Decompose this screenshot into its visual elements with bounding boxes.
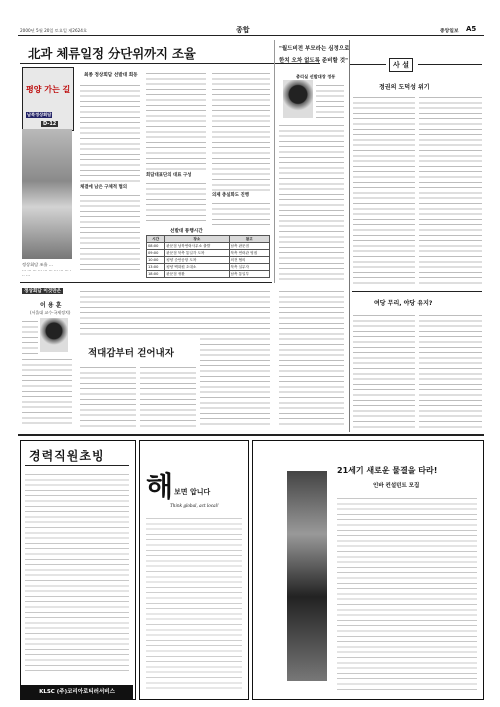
recruit-company: KLSC (주)코리아로티러서비스 xyxy=(21,685,133,699)
editorial-body-2b xyxy=(419,312,482,430)
right-ad-body xyxy=(337,495,477,693)
editorial-body-2a xyxy=(353,312,415,430)
header-date: 2000년 5월 20일 토요일 제2624호 xyxy=(20,28,87,33)
right-ad-image xyxy=(287,471,327,681)
header-rule xyxy=(18,35,484,36)
editorial-body-1a xyxy=(353,94,415,286)
right-ad-title: 21세기 새로운 물결을 타라! xyxy=(337,466,438,475)
table-cell: 13:00 xyxy=(147,264,165,271)
editorial-title-2: 여당 무리, 야당 유지? xyxy=(374,300,433,307)
lead-body-col3b xyxy=(212,200,270,225)
table-cell: 08:00 xyxy=(147,243,165,250)
column-portrait xyxy=(40,318,68,352)
lead-table xyxy=(146,235,270,278)
mid-body-a xyxy=(80,364,136,428)
middle-ad-slogan: 보면 압니다 xyxy=(174,488,211,496)
table-cell: 남측 판문점 xyxy=(229,243,270,250)
quote-headline-1: "월드비전 부모라는 심정으로 xyxy=(279,46,350,52)
lead-bottom-rule xyxy=(20,282,272,283)
editorial-label: 사 설 xyxy=(389,58,413,72)
table-cell: 북측 연락관 영접 xyxy=(229,250,270,257)
mid-headline: 적대감부터 걷어내자 xyxy=(88,348,174,359)
middle-ad-tag: Think global, act local! xyxy=(170,503,219,508)
lead-photo xyxy=(22,129,72,259)
right-ad-sub: 인바 컨설턴트 모집 xyxy=(373,483,420,489)
table-row xyxy=(147,271,270,278)
lead-headline-rule xyxy=(20,63,320,64)
lead-body-col3 xyxy=(212,70,270,192)
lead-body-col1 xyxy=(80,82,140,182)
table-row xyxy=(147,264,270,271)
lead-body-col2b xyxy=(146,180,206,225)
ads-top-rule xyxy=(18,434,484,436)
table-cell: 판문점 귀환 xyxy=(165,271,229,278)
table-cell: 판문점 남북연락사무소 출발 xyxy=(165,243,229,250)
editorial-mid-rule xyxy=(352,291,482,292)
header-page: A5 xyxy=(466,25,477,33)
header-section: 종합 xyxy=(236,26,250,34)
column-body-2 xyxy=(22,356,72,428)
column-divider-1 xyxy=(274,40,275,283)
table-cell: 판문점 북측 통일각 도착 xyxy=(165,250,229,257)
table-cell: 남측 통일부 xyxy=(229,271,270,278)
right-ad[interactable] xyxy=(252,440,484,700)
lead-headline: 北과 체류일정 分단위까지 조율 xyxy=(28,46,196,61)
recruit-ad[interactable] xyxy=(20,440,136,700)
photo-badge-title: 평양 가는 길 xyxy=(26,85,71,94)
column-divider-2 xyxy=(349,40,350,432)
editorial-body-1b xyxy=(419,94,482,286)
quote-portrait xyxy=(283,80,313,118)
recruit-title: 경력직원초빙 xyxy=(29,449,105,463)
quote-body-a xyxy=(316,82,344,122)
header-paper: 중앙일보 xyxy=(440,29,459,34)
quote-headline-2: 한치 오차 없도록 준비할 것" xyxy=(279,58,348,64)
lead-col-head-1: 체결에 남은 구체적 협의 xyxy=(80,185,128,190)
column-title: (서울대 교수·국제정치) xyxy=(30,310,71,315)
recruit-title-rule xyxy=(25,465,129,466)
photo-badge xyxy=(22,67,74,131)
photo-badge-days: D-12 xyxy=(43,121,57,127)
mid-body-c xyxy=(200,288,270,428)
lead-col-head-3: 회담대표단의 대표 구성 xyxy=(146,173,192,178)
table-row xyxy=(147,250,270,257)
photo-badge-series: 남북정상회담 xyxy=(27,112,52,117)
table-header: 시간 xyxy=(147,236,165,243)
column-tag: 정상회담 이것만은 xyxy=(24,289,62,294)
table-header: 장소 xyxy=(165,236,229,243)
table-cell: 평양 백화원 초대소 xyxy=(165,264,229,271)
lead-subhead: 최종 정상회담 선발대 회동 xyxy=(84,73,138,78)
quote-body-b xyxy=(279,122,344,280)
column-name: 이 용 훈 xyxy=(40,302,62,309)
lead-col-head-2: 의제 충실화도 진행 xyxy=(212,193,249,198)
editorial-title-1: 정권의 도덕성 위기 xyxy=(379,84,430,91)
editorial-top-rule-r xyxy=(418,64,482,65)
table-row xyxy=(147,243,270,250)
lead-table-title: 선발대 통행시간 xyxy=(170,229,203,234)
table-header: 참고 xyxy=(229,236,270,243)
middle-ad[interactable] xyxy=(139,440,249,700)
mid-body-d xyxy=(279,288,344,428)
recruit-body xyxy=(25,471,129,673)
lead-photo-caption-body: ··· ··· ··· ··· ··· ··· ··· ··· ··· ··· ··· xyxy=(22,268,72,279)
table-cell: 의전 협의 xyxy=(229,257,270,264)
table-cell: 북측 실무자 xyxy=(229,264,270,271)
table-cell: 10:00 xyxy=(147,257,165,264)
middle-ad-big: 해 xyxy=(146,470,174,503)
table-row xyxy=(147,257,270,264)
lead-body-col1b xyxy=(80,192,140,272)
table-cell: 18:00 xyxy=(147,271,165,278)
quote-subhead: 총리실 선발대장 정동 xyxy=(296,74,336,79)
lead-body-col2 xyxy=(146,70,206,170)
editorial-top-rule xyxy=(350,64,386,65)
table-cell: 평양 순안공항 도착 xyxy=(165,257,229,264)
middle-ad-body xyxy=(146,515,242,693)
mid-body-b xyxy=(140,364,196,428)
lead-photo-caption: 정상회담 조율 ... xyxy=(22,262,53,267)
table-cell: 09:00 xyxy=(147,250,165,257)
